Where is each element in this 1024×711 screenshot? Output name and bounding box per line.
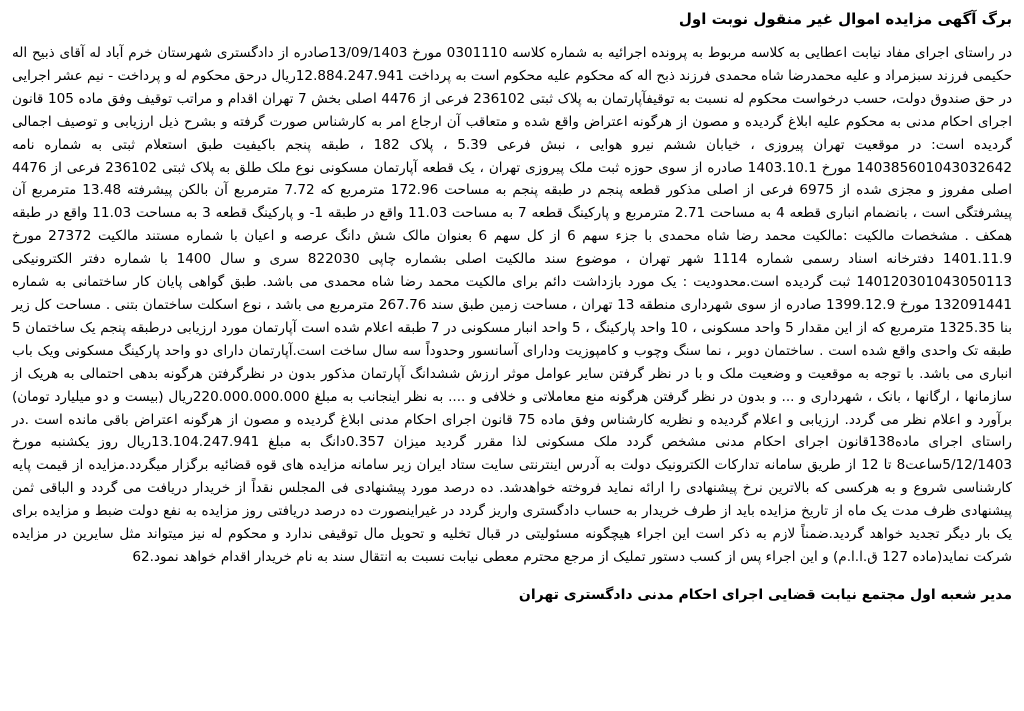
notice-title: برگ آگهی مزایده اموال غیر منقول نوبت اول xyxy=(678,10,1012,28)
notice-signature: مدیر شعبه اول مجتمع نیابت قضایی اجرای احکام مدنی دادگستری تهران xyxy=(518,586,1012,603)
notice-body: در راستای اجرای مفاد نیابت اعطایی به کلاسه مربوط به پرونده اجرائیه به شماره کلاسه 0301110 مورخ 13/09/1403صادره از دادگستری شهرستان خرم آباد له آقای ذبیح اله حکیمی فرزند سبزمراد و علیه محمدرضا شاه محمدی فرزند ذبح اله که محکوم علیه محکوم است به پرداخت 12.884.247.941ریال درحق محکوم له و پرداخت - نیم عشر اجرایی در حق صندوق دولت، حسب درخواست محکوم له نسبت به توقیفآپارتمان به پلاک ثبتی 236102 فرعی از 4476 اصلی بخش 7 تهران اقدام و مراتب توقیف وفق ماده 105 قانون اجرای احکام مدنی به محکوم علیه ابلاغ گردیده و مصون از هرگونه اعتراض واقع شده و متعاقب آن ارجاع امر به کارشناس صورت گرفته و بشرح ذیل ارزیابی و توصیف اجمالی گردیده است: در موقعیت تهران پیروزی ، خیابان ششم نیرو هوایی ، نبش فرعی 5.39 ، پلاک 182 ، طبقه پنجم باکیفیت طبق استعلام ثبتی به شماره نامه 140385601043032642 مورخ 1403.10.1 صادره از سوی حوزه ثبت ملک پیروزی تهران ، یک قطعه آپارتمان مسکونی نوع ملک طلق به پلاک ثبتی 236102 فرعی از 4476 اصلی مفروز و مجزی شده از 6975 فرعی از اصلی مذکور قطعه پنجم در طبقه پنجم به مساحت 172.96 مترمربع که 7.72 مترمربع آن بالکن پیشرفته 13.48 مترمربع آن پیشرفتگی است ، بانضمام انباری قطعه 4 به مساحت 2.71 مترمربع و پارکینگ قطعه 7 به مساحت 11.03 واقع در طبقه 1- و پارکینگ قطعه 3 به مساحت 11.03 واقع در طبقه همکف . مشخصات مالکیت :مالکیت محمد رضا شاه محمدی با جزء سهم 6 از کل سهم 6 بعنوان مالک شش دانگ عرصه و اعیان با شماره مستند مالکیت 27372 مورخ 1401.11.9 دفترخانه اسناد رسمی شماره 1114 شهر تهران ، موضوع سند مالکیت اصلی بشماره چاپی 822030 سری و سال 1400 با شماره دفتر الکترونیکی 140120301043050113 ثبت گردیده است.محدودیت : یک مورد بازداشت دائم برای مالکیت محمد رضا شاه محمدی می باشد. طبق گواهی پایان کار ساختمانی به شماره 132091441 مورخ 1399.12.9 صادره از سوی شهرداری منطقه 13 تهران ، مساحت زمین طبق سند 267.76 مترمربع می باشد ، نوع اسکلت ساختمان بتنی . مساحت کل زیر بنا 1325.35 مترمربع که از این مقدار 5 واحد مسکونی ، 10 واحد پارکینگ ، 5 واحد انبار مسکونی در 7 طبقه اعلام شده است آپارتمان مورد ارزیابی درطبقه پنجم یک ساختمان 5 طبقه تک واحدی واقع شده است . ساختمان دوبر ، نما سنگ وچوب و کامپوزیت ودارای آسانسور وحدوداً سه سال ساخت است.آپارتمان دارای دو واحد پارکینگ مسکونی ویک باب انباری می باشد. با توجه به موقعیت و وضعیت ملک و با در نظر گرفتن سایر عوامل موثر ارزش ششدانگ آپارتمان مذکور بدون در نظرگرفتن هرگونه بدهی احتمالی به هریک از سازمانها ، ارگانها ، بانک ، شهرداری و ... و بدون در نظر گرفتن هرگونه منع معاملاتی و خلافی و .... به نظر اینجانب به مبلغ 220.000.000.000ریال (بیست و دو میلیارد تومان) برآورد و اعلام نظر می گردد. ارزیابی و اعلام گردیده و نظریه کارشناس وفق ماده 75 قانون اجرای احکام مدنی ابلاغ گردیده و مصون از هرگونه اعتراض باقی مانده است .در راستای اجرای ماده138قانون اجرای احکام مدنی مشخص گردد ملک مسکونی لذا مقرر گردید میزان 0.357دانگ به مبلغ 13.104.247.941ریال روز یکشنبه مورخ 5/12/1403ساعت8 تا 12 از طریق سامانه تدارکات الکترونیک دولت به آدرس اینترنتی سایت ستاد ایران زیر سامانه مزایده های قوه قضائیه برگزار میگردد.مزایده از قیمت پایه کارشناسی شروع و به هرکسی که بالاترین نرخ پیشنهادی را ارائه نماید فروخته خواهدشد. ده درصد مورد پیشنهادی فی المجلس نقداً از خریدار دریافت می گردد و الباقی ثمن پیشنهادی ظرف مدت یک ماه از تاریخ مزایده باید از طرف خریدار به حساب دادگستری واریز گردد در غیراینصورت ده درصد دریافتی روز مزایده به نفع دولت ضبط و مزایده برای یک بار دیگر تجدید خواهد گردید.ضمناً لازم به ذکر است این اجراء هیچگونه مسئولیتی در قبال تخلیه و تحویل مال توقیفی ندارد و محکوم له نیز میتواند مثل سایرین در مزایده شرکت نماید(ماده 127 ق.ا.ا.م) و این اجراء پس از کسب دستور تملیک از مرجع محترم معطی نیابت نسبت به انتقال سند به نام خریدار اقدام خواهد نمود.62 xyxy=(12,45,1013,565)
